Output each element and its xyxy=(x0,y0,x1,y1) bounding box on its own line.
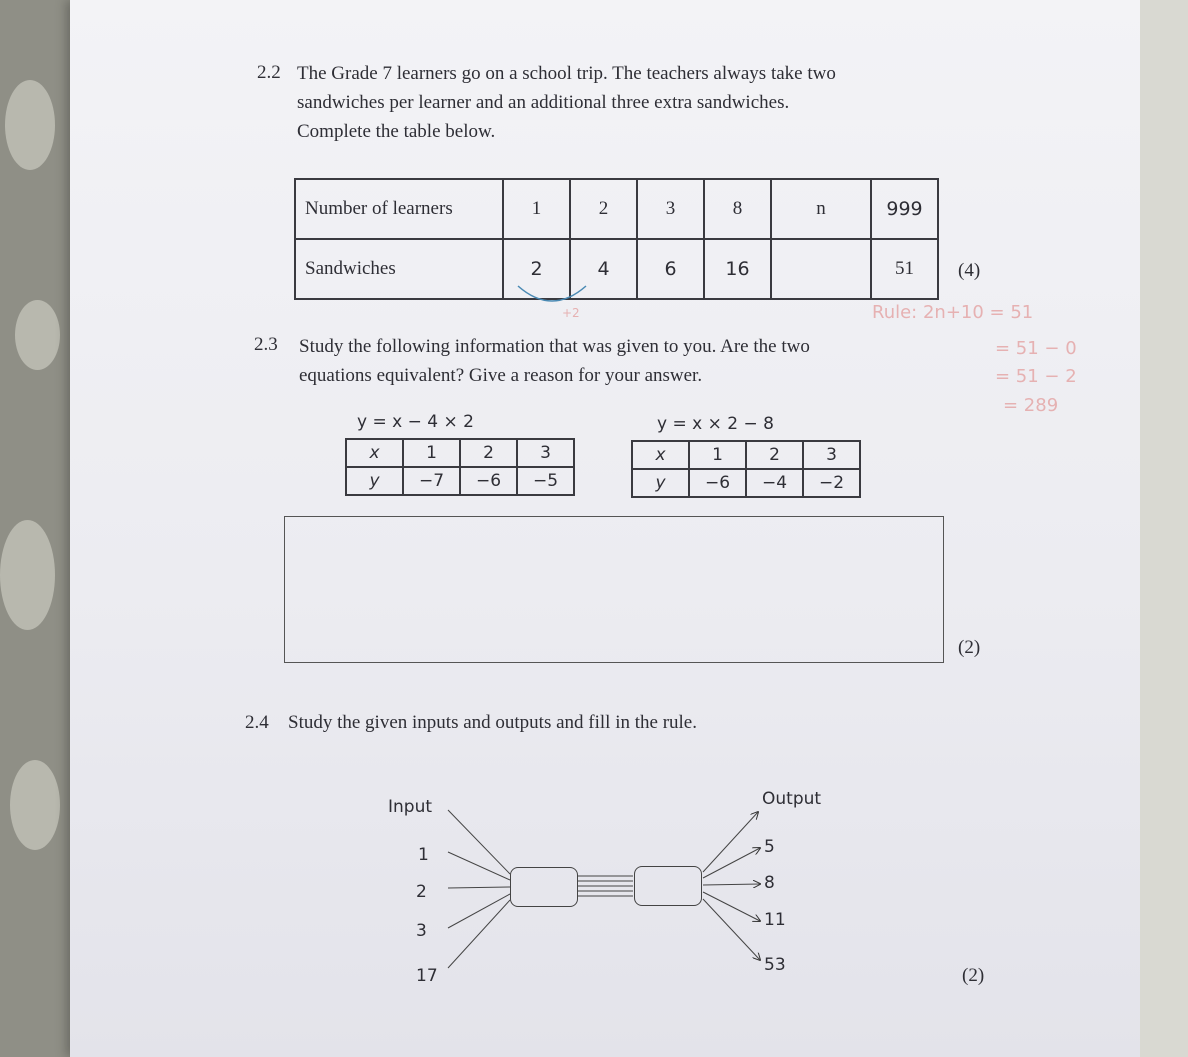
rule-box-2[interactable] xyxy=(634,866,702,906)
table-cell: −4 xyxy=(746,469,803,497)
table-cell: y xyxy=(346,467,403,495)
table-cell: 2 xyxy=(460,439,517,467)
row-label: Sandwiches xyxy=(295,239,503,299)
table-cell: 8 xyxy=(704,179,771,239)
question-text: sandwiches per learner and an additional three extra sandwiches. xyxy=(297,92,790,113)
output-value: 53 xyxy=(764,955,786,975)
output-value: 8 xyxy=(764,873,775,893)
table-cell: 2 xyxy=(746,441,803,469)
row-label: Number of learners xyxy=(295,179,503,239)
input-value: 3 xyxy=(416,921,427,941)
handwritten-cell: 999 xyxy=(871,179,938,239)
table-cell: 1 xyxy=(689,441,746,469)
table-cell: 1 xyxy=(503,179,570,239)
table-cell: x xyxy=(346,439,403,467)
handwritten-cell: 4 xyxy=(570,239,637,299)
table-cell: −5 xyxy=(517,467,574,495)
table-cell: y xyxy=(632,469,689,497)
question-text: Complete the table below. xyxy=(297,121,496,142)
table-cell: −7 xyxy=(403,467,460,495)
table-cell: 1 xyxy=(403,439,460,467)
table-cell: 3 xyxy=(637,179,704,239)
equation-1: y = x − 4 × 2 xyxy=(357,412,474,432)
input-value: 1 xyxy=(418,845,429,865)
handwritten-note: = 51 − 0 xyxy=(995,338,1077,359)
input-value: 2 xyxy=(416,882,427,902)
question-number: 2.2 xyxy=(257,62,281,83)
table-cell: 2 xyxy=(570,179,637,239)
rule-box-1[interactable] xyxy=(510,867,578,907)
output-value: 5 xyxy=(764,837,775,857)
input-label: Input xyxy=(388,797,433,817)
question-text: The Grade 7 learners go on a school trip. The teachers always take two xyxy=(297,63,836,84)
marks-label: (2) xyxy=(962,965,985,986)
marks-label: (2) xyxy=(958,637,981,658)
handwritten-note: = 289 xyxy=(1003,395,1059,416)
handwritten-cell: 2 xyxy=(503,239,570,299)
output-label: Output xyxy=(762,789,822,809)
table-cell: −6 xyxy=(689,469,746,497)
output-value: 11 xyxy=(764,910,786,930)
question-number: 2.3 xyxy=(254,334,278,355)
table-cell: 51 xyxy=(871,239,938,299)
question-text: Study the given inputs and outputs and fill in the rule. xyxy=(288,712,697,733)
table-cell: −2 xyxy=(803,469,860,497)
table-cell: 3 xyxy=(803,441,860,469)
question-text: equations equivalent? Give a reason for your answer. xyxy=(299,365,703,386)
question-text: Study the following information that was given to you. Are the two xyxy=(299,336,810,357)
equation-2: y = x × 2 − 8 xyxy=(657,414,774,434)
input-value: 17 xyxy=(416,966,438,986)
marks-label: (4) xyxy=(958,260,981,281)
table-cell: n xyxy=(771,179,871,239)
question-number: 2.4 xyxy=(245,712,269,733)
table-cell: 3 xyxy=(517,439,574,467)
table-cell: x xyxy=(632,441,689,469)
handwritten-cell: 16 xyxy=(704,239,771,299)
handwritten-cell: 6 xyxy=(637,239,704,299)
handwritten-note: = 51 − 2 xyxy=(995,366,1077,387)
handwritten-note: Rule: 2n+10 = 51 xyxy=(872,302,1034,323)
handwritten-arc-note: +2 xyxy=(562,306,580,320)
table-cell: −6 xyxy=(460,467,517,495)
